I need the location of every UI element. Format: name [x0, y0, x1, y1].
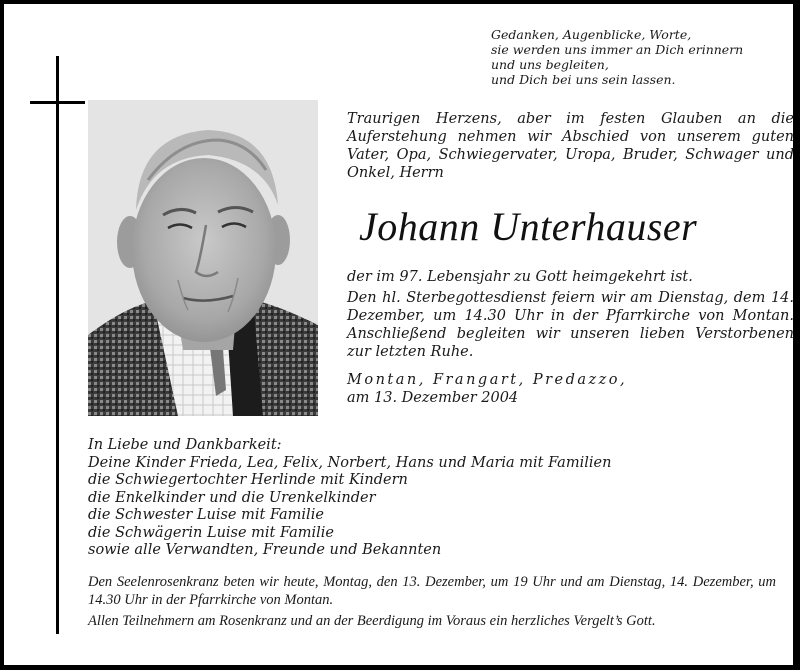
family-list — [88, 437, 611, 560]
thanks-notice: Allen Teilnehmern am Rosenkranz und an der Beerdigung im Voraus ein herzliches Vergelt’s Gott. — [88, 613, 656, 629]
intro-text: Traurigen Herzens, aber im festen Glauben an die Auferstehung nehmen wir Abschied von unserem guten Vater, Opa, Schwiegervater, Uropa, Bruder, Schwager und Onkel, Herrn — [347, 111, 794, 181]
places: Montan, Frangart, Predazzo, — [347, 372, 628, 388]
family-line: sowie alle Verwandten, Freunde und Bekannten — [88, 542, 442, 558]
age-line: der im 97. Lebensjahr zu Gott heimgekehrt ist. — [347, 269, 693, 285]
place-date — [347, 371, 627, 407]
portrait-photo — [88, 100, 318, 416]
motto-line: und Dich bei uns sein lassen. — [491, 72, 676, 87]
date: am 13. Dezember 2004 — [347, 390, 519, 406]
deceased-name: Johann Unterhauser — [359, 204, 698, 249]
portrait-image — [88, 100, 318, 416]
rosary-notice: Den Seelenrosenkranz beten wir heute, Montag, den 13. Dezember, um 19 Uhr und am Dienstag, 14. Dezember, um 14.30 Uhr in der Pfarrkirche von Montan. — [88, 574, 776, 608]
family-line: die Schwägerin Luise mit Familie — [88, 524, 334, 541]
funeral-service-text: Den hl. Sterbegottesdienst feiern wir am Dienstag, dem 14. Dezember, um 14.30 Uhr in der Pfarrkirche von Montan. Anschließend begleiten wir unseren lieben Verstorbenen zur letzten Ruhe. — [347, 290, 794, 360]
motto-verse — [491, 27, 743, 87]
motto-line: sie werden uns immer an Dich erinnern — [491, 42, 744, 57]
motto-line: Gedanken, Augenblicke, Worte, — [491, 27, 692, 42]
cross-icon-horizontal — [30, 101, 85, 104]
motto-line: und uns begleiten, — [491, 57, 609, 72]
family-line: Deine Kinder Frieda, Lea, Felix, Norbert, Hans und Maria mit Familien — [88, 454, 612, 471]
family-line: die Schwester Luise mit Familie — [88, 507, 324, 523]
family-line: die Enkelkinder und die Urenkelkinder — [88, 489, 376, 506]
cross-icon-vertical — [56, 56, 59, 634]
family-heading: In Liebe und Dankbarkeit: — [88, 437, 282, 453]
family-line: die Schwiegertochter Herlinde mit Kindern — [88, 472, 408, 488]
